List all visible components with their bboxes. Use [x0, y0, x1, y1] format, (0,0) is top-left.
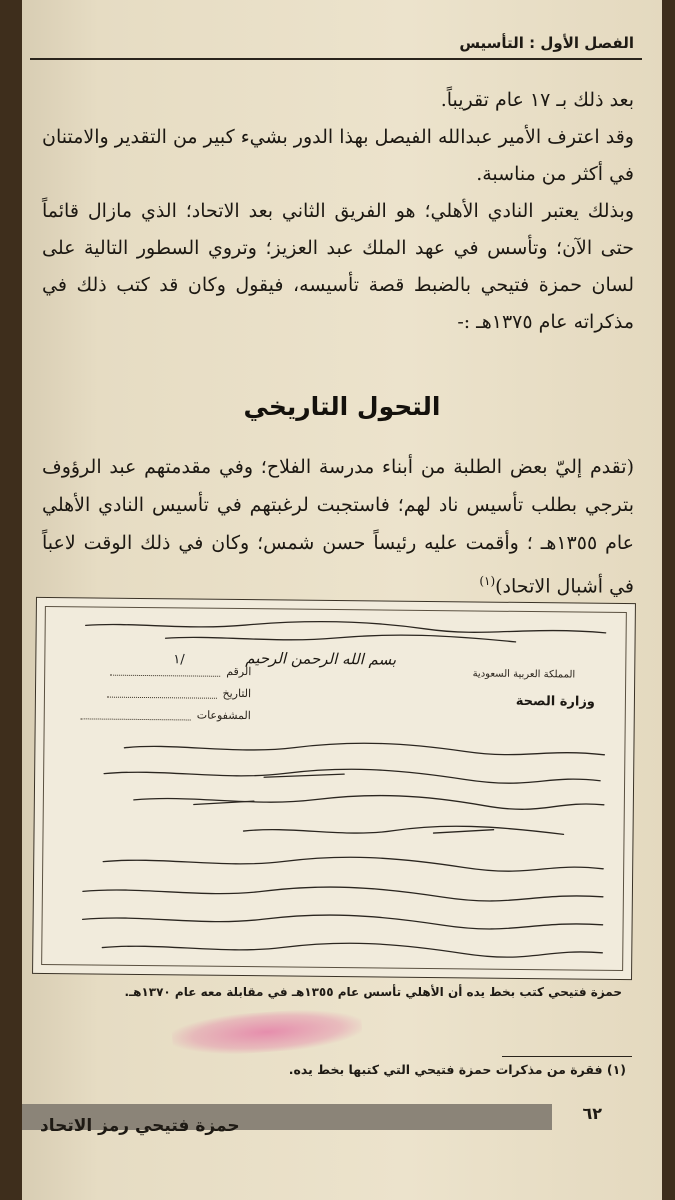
document-basmala: بسم الله الرحمن الرحيم [245, 649, 397, 669]
book-title: حمزة فتيحي رمز الاتحاد [40, 1116, 240, 1136]
handwriting-line [134, 793, 604, 810]
strike-mark [194, 773, 495, 834]
doc-field-number: الرقم [81, 659, 251, 683]
footnote-divider [502, 1056, 632, 1057]
handwriting-line [104, 767, 600, 785]
quote-text: (تقدم إليّ بعض الطلبة من أبناء مدرسة الفلاح؛ وفي مقدمتهم عبد الرؤوف بترجي بطلب تأسيس ناد لهم؛ فاستجبت لرغبتهم في تأسيس النادي الأهلي عام ١٣٥٥هـ ؛ وأقمت عليه رئيساً حسن شمس؛ وكان في ذلك الوقت لاعباً في أشبال الاتحاد) [42, 456, 634, 598]
footnote-marker: (١) [479, 574, 496, 588]
footnote: (١) فقرة من مذكرات حمزة فتيحي التي كتبها بخط يده. [288, 1062, 626, 1077]
handwriting-line [83, 884, 603, 902]
book-page [22, 0, 662, 1200]
chapter-title: الفصل الأول : التأسيس [459, 34, 634, 52]
handwriting-line [102, 941, 602, 959]
kingdom-name: المملكة العربية السعودية [472, 668, 576, 681]
pink-stamp-mark [171, 1005, 363, 1058]
page-number: ٦٢ [582, 1104, 602, 1123]
handwriting-line [103, 855, 603, 873]
doc-field-date: التاريخ [81, 681, 251, 705]
paragraph: وقد اعترف الأمير عبدالله الفيصل بهذا الدور بشيء كبير من التقدير والامتنان في أكثر من مناسبة. [42, 126, 634, 185]
handwritten-document-image [32, 597, 636, 980]
handwriting-line [83, 912, 603, 930]
page-header [30, 30, 642, 60]
handwriting-line [86, 619, 606, 634]
paragraph: بعد ذلك بـ ١٧ عام تقريباً. [440, 89, 634, 111]
section-heading: التحول التاريخي [243, 392, 441, 421]
doc-field-attachments: المشفوعات [81, 703, 251, 727]
document-border [41, 606, 627, 971]
quote-paragraph [42, 448, 634, 605]
image-caption: حمزة فتيحي كتب بخط يده أن الأهلي تأسس عام ١٣٥٥هـ في مقابلة معه عام ١٣٧٠هـ. [124, 985, 622, 999]
handwriting-line [244, 824, 564, 835]
document-number-mark: ١/ [173, 652, 185, 668]
body-text [42, 82, 634, 341]
handwriting-scribbles [42, 607, 626, 973]
handwriting-line [166, 633, 516, 643]
handwriting-line [124, 741, 604, 756]
paragraph: وبذلك يعتبر النادي الأهلي؛ هو الفريق الثاني بعد الاتحاد؛ الذي مازال قائماً حتى الآن؛ وتأسس في عهد الملك عبد العزيز؛ وتروي السطور التالية على لسان حمزة فتيحي بالضبط قصة تأسيسه، فيقول وكان قد كتب ذلك في مذكراته عام ١٣٧٥هـ :- [42, 200, 634, 333]
ministry-name: وزارة الصحة [515, 693, 595, 710]
